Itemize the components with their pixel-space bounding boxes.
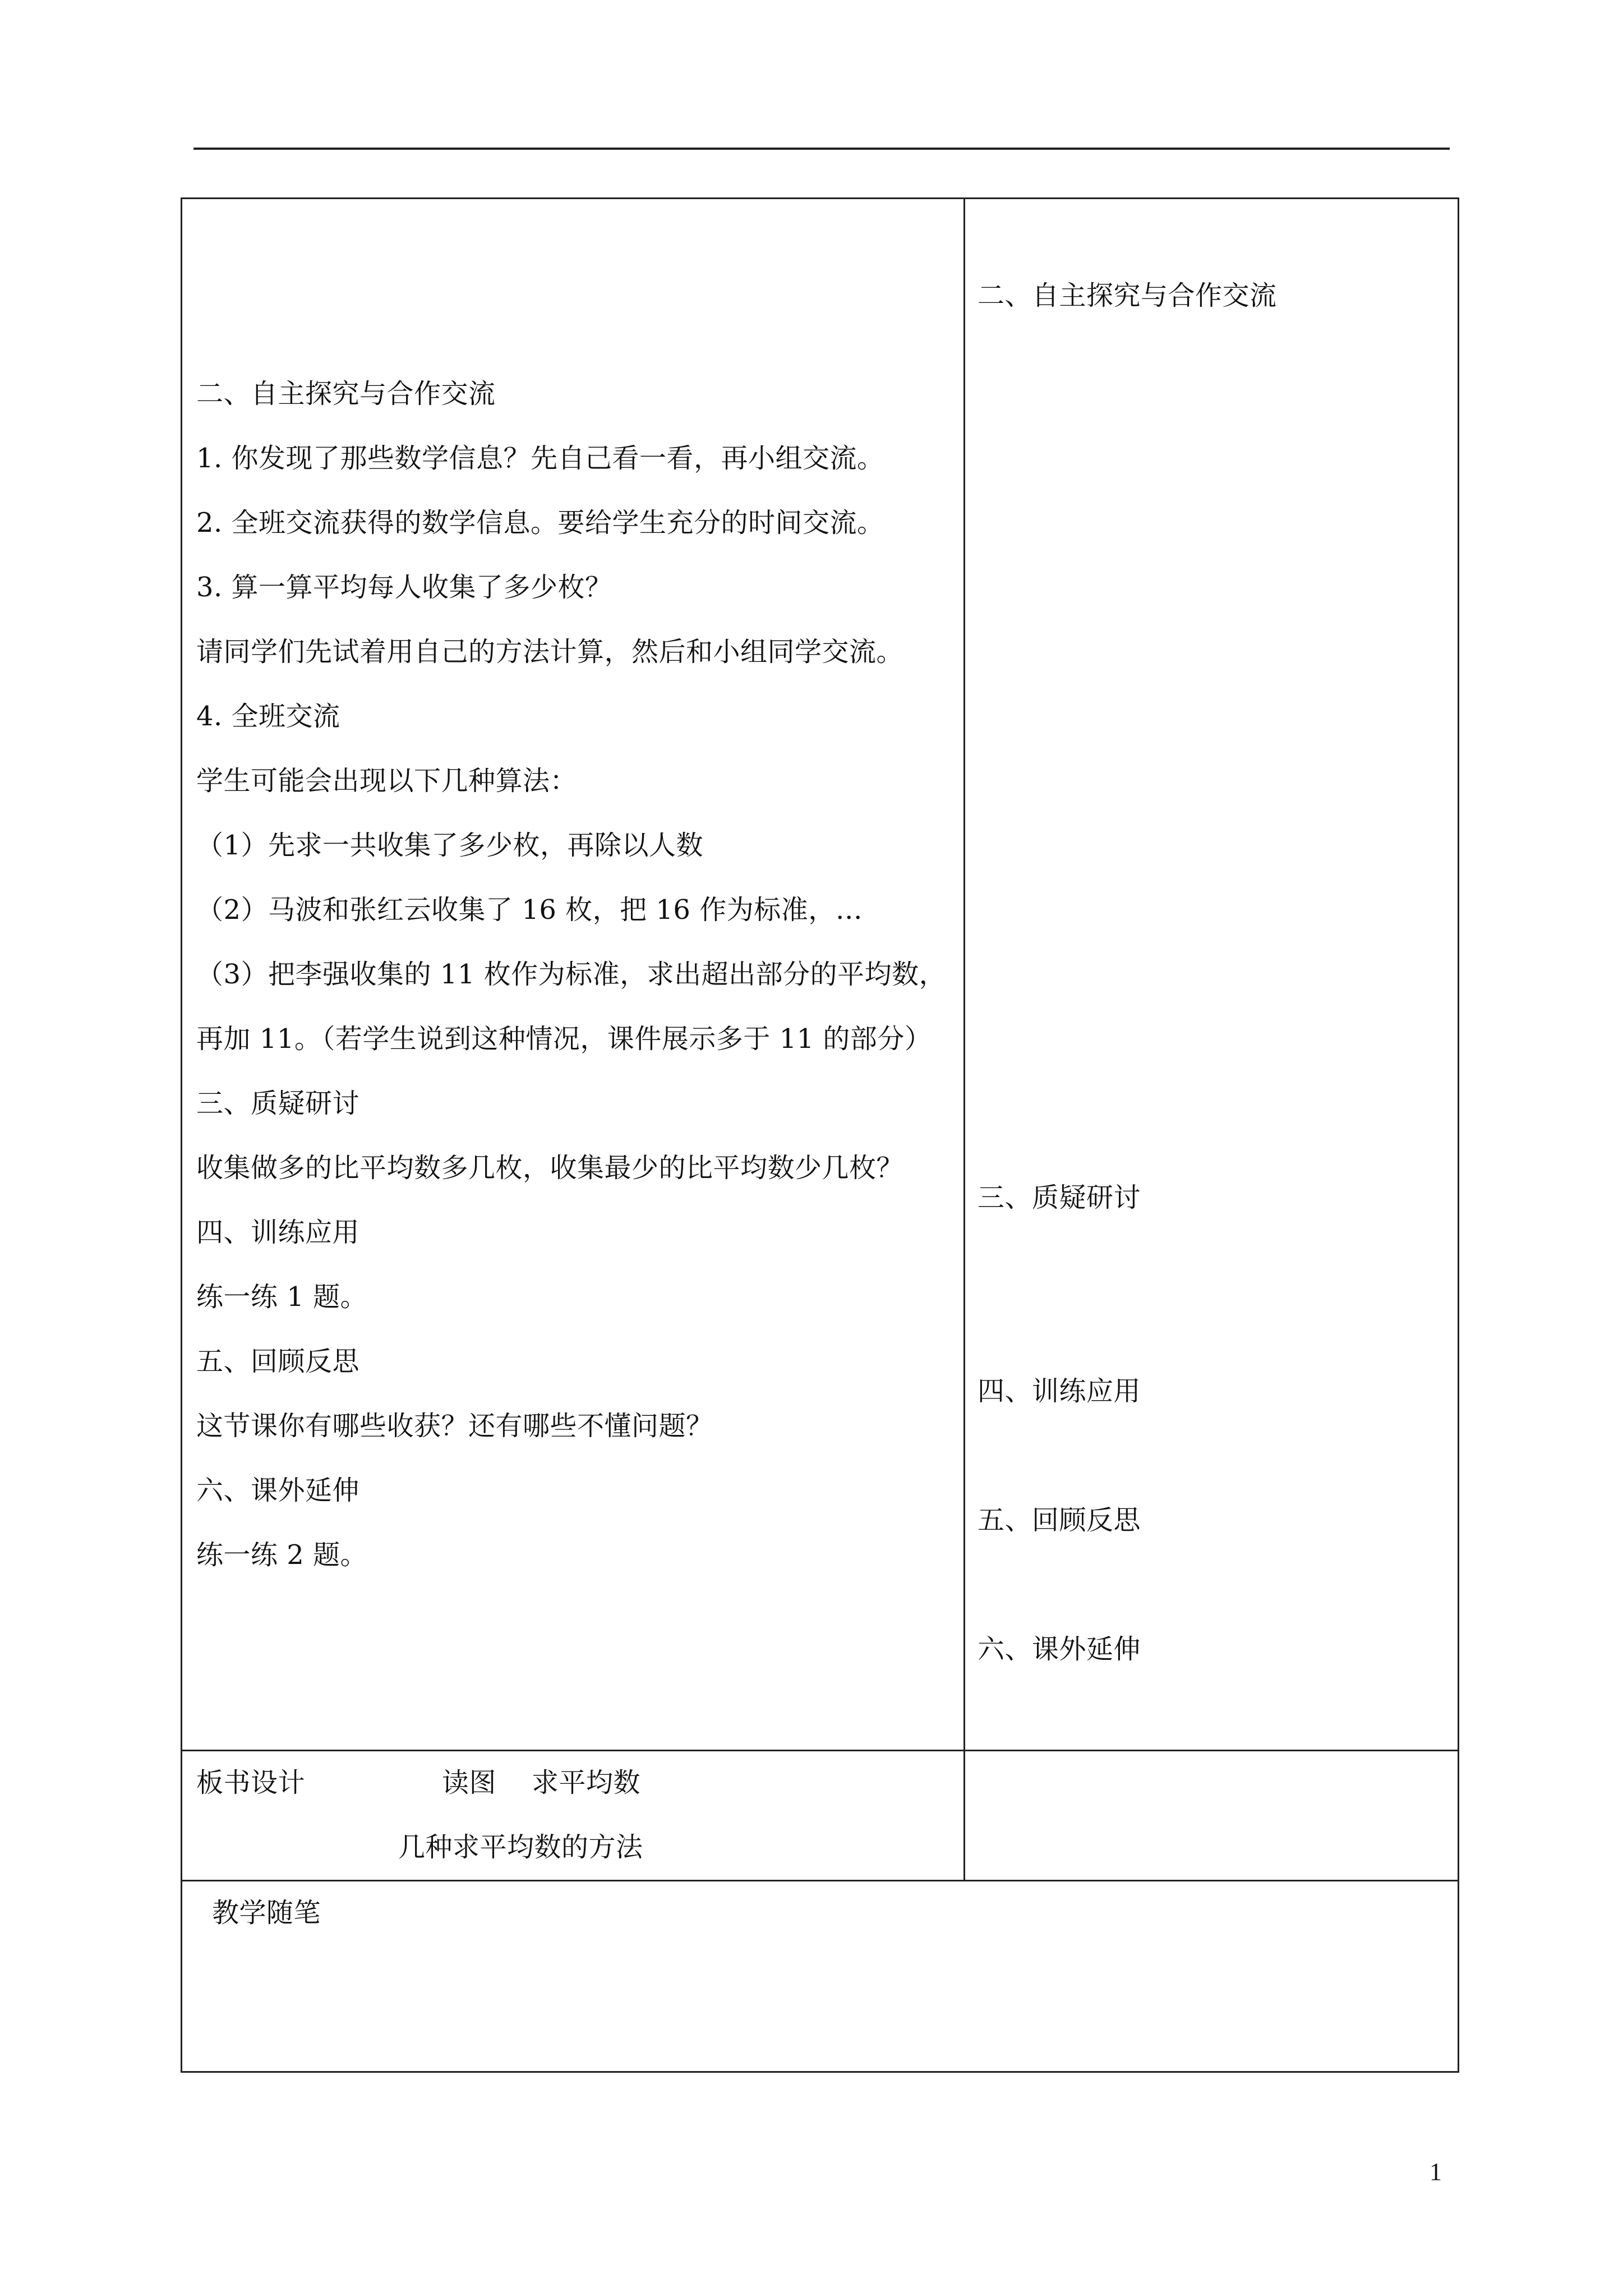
- teaching-notes-label: 教学随笔: [212, 1897, 321, 1929]
- left-line-method-1: （1）先求一共收集了多少枚，再除以人数: [196, 830, 704, 861]
- lesson-plan-table: [181, 197, 1459, 2073]
- left-line-section-2: 二、自主探究与合作交流: [196, 378, 496, 409]
- left-line-instruction: 请同学们先试着用自己的方法计算，然后和小组同学交流。: [196, 636, 904, 668]
- left-line-step-3: 3. 算一算平均每人收集了多少枚？: [196, 572, 612, 603]
- left-line-reflection: 这节课你有哪些收获？还有哪些不懂问题？: [196, 1410, 713, 1442]
- right-item-section-2: 二、自主探究与合作交流: [978, 280, 1277, 311]
- left-line-section-4: 四、训练应用: [196, 1217, 360, 1248]
- row-divider-notes: [182, 1880, 1458, 1881]
- board-design-label: 板书设计: [196, 1767, 306, 1798]
- left-line-exercise-1: 练一练 1 题。: [196, 1281, 368, 1313]
- column-divider: [963, 199, 965, 1751]
- board-column-divider: [963, 1751, 965, 1881]
- left-line-section-3: 三、质疑研讨: [196, 1088, 360, 1119]
- board-design-line-2: 几种求平均数的方法: [398, 1832, 643, 1863]
- right-item-section-6: 六、课外延伸: [978, 1634, 1141, 1665]
- left-line-section-5: 五、回顾反思: [196, 1346, 360, 1377]
- right-item-section-5: 五、回顾反思: [978, 1504, 1141, 1536]
- left-line-methods-intro: 学生可能会出现以下几种算法：: [196, 765, 578, 797]
- right-item-section-3: 三、质疑研讨: [978, 1182, 1141, 1213]
- header-rule: [193, 148, 1450, 150]
- left-line-question: 收集做多的比平均数多几枚，收集最少的比平均数少几枚？: [196, 1152, 904, 1184]
- page-number: 1: [1430, 2158, 1442, 2185]
- left-line-step-2: 2. 全班交流获得的数学信息。要给学生充分的时间交流。: [196, 507, 884, 539]
- left-line-step-4: 4. 全班交流: [196, 701, 340, 732]
- left-line-exercise-2: 练一练 2 题。: [196, 1539, 368, 1571]
- right-item-section-4: 四、训练应用: [978, 1375, 1141, 1407]
- left-line-method-2: （2）马波和张红云收集了 16 枚，把 16 作为标准，…: [196, 894, 863, 926]
- board-design-line-1: 读图 求平均数: [442, 1767, 641, 1798]
- left-line-method-3-cont: 再加 11。（若学生说到这种情况，课件展示多于 11 的部分）: [196, 1023, 932, 1055]
- left-line-method-3: （3）把李强收集的 11 枚作为标准，求出超出部分的平均数，: [196, 959, 947, 990]
- left-line-section-6: 六、课外延伸: [196, 1475, 360, 1506]
- row-divider-board: [182, 1750, 1458, 1751]
- left-line-step-1: 1. 你发现了那些数学信息？先自己看一看，再小组交流。: [196, 443, 884, 474]
